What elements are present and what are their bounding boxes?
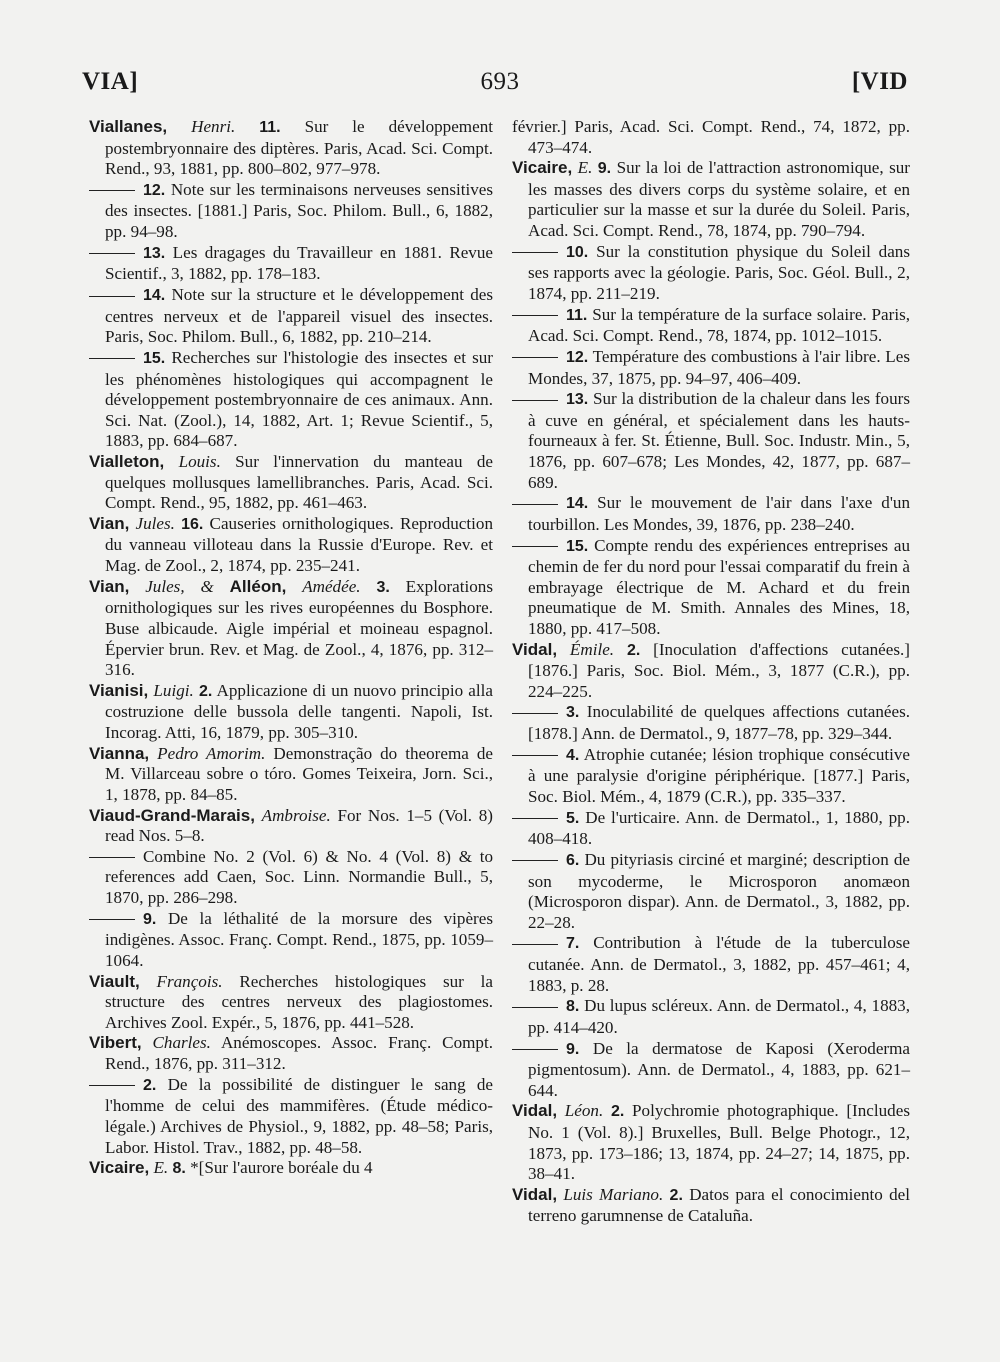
ditto-rule (512, 1007, 558, 1008)
entry-number: 10. (566, 243, 589, 261)
running-head-left: VIA] (82, 68, 139, 95)
entry-text: Sur la distribution de la chaleur dans les fours à cuve en général, et spécialement dans les hauts-fourneaux à fer. St. Étienne, Bull. Soc. Industr. Min., 5, 1876, pp. 607–678; Les Mondes, 42, 1877, pp. 687–689. (528, 389, 910, 492)
entry-text: Sur la constitution physique du Soleil dans ses rapports avec la géologie. Paris, Soc. Géol. Bull., 2, 1874, pp. 211–219. (528, 241, 910, 303)
entry-text: Applicazione di un nuovo principio alla costruzione delle bussola delle tangenti. Napoli, Ist. Incorag. Atti, 16, 1879, pp. 305–310. (105, 680, 493, 742)
entry-text: Les dragages du Travailleur en 1881. Revue Scientif., 3, 1882, pp. 178–183. (105, 242, 493, 284)
entry-text: Compte rendu des expériences entreprises au chemin de fer du nord pour l'essai comparatif du frein à embrayage électrique de M. Achard et du frein pneumatique de M. Smith. Annales des Mines, 18, 1880, pp. 417–508. (528, 535, 910, 638)
bibliography-entry (512, 1039, 910, 1102)
bibliography-entry (89, 972, 493, 1034)
ditto-rule (512, 818, 558, 819)
bibliography-entry (89, 117, 493, 180)
ditto-rule (89, 1085, 135, 1086)
author-forename: Émile. (569, 639, 615, 659)
author-surname: Vianisi, (89, 680, 149, 700)
entry-number: 14. (566, 495, 589, 513)
bibliography-entry (512, 158, 910, 241)
author-surname: Vicaire, (512, 158, 573, 178)
entry-text: Polychromie photographique. [Includes No. 1 (Vol. 8).] Bruxelles, Bull. Belge Photogr., 12, 1873, pp. 173–186; 13, 1874, pp. 24–27; 14, 1875, pp. 38–41. (528, 1101, 910, 1184)
entry-number: 5. (566, 809, 580, 827)
ditto-rule (512, 315, 558, 316)
ditto-rule (512, 944, 558, 945)
entry-number: 12. (566, 348, 589, 366)
entry-text: Du pityriasis circiné et marginé; description de son mycoderme, le Microsporon anomæon (Microsporon dispar). Ann. de Dermatol., 3, 1882, pp. 22–28. (528, 849, 910, 932)
author-surname: Vianna, (89, 743, 150, 763)
bibliography-entry (512, 996, 910, 1038)
entry-text: Inoculabilité de quelques affections cutanées. [1878.] Ann. de Dermatol., 9, 1877–78, pp. 329–344. (528, 702, 910, 744)
bibliography-entry (89, 744, 493, 806)
bibliography-entry (512, 305, 910, 347)
author-forename: Pedro Amorim. (157, 743, 266, 763)
bibliography-entry (512, 389, 910, 493)
entry-number: 3. (376, 578, 390, 596)
ditto-rule (512, 860, 558, 861)
author-surname: Vialleton, (89, 451, 165, 471)
author-forename: Charles. (152, 1033, 211, 1053)
entry-text: Note sur les terminaisons nerveuses sensitives des insectes. [1881.] Paris, Soc. Philom. Bull., 6, 1882, pp. 94–98. (105, 179, 493, 242)
entry-text: Combine No. 2 (Vol. 6) & No. 4 (Vol. 8) & to references add Caen, Soc. Linn. Normandie Bull., 5, 1870, pp. 286–298. (105, 846, 493, 907)
entry-number: 11. (259, 119, 281, 136)
entry-text: Recherches histologiques sur la structure des centres nerveux des plagiostomes. Archives Zool. Expér., 5, 1876, pp. 441–528. (105, 971, 493, 1032)
entry-text: Du lupus scléreux. Ann. de Dermatol., 4, 1883, pp. 414–420. (528, 996, 910, 1037)
bibliography-entry (89, 348, 493, 452)
bibliography-entry (512, 117, 910, 158)
author-forename: Luis Mariano. (563, 1184, 664, 1204)
author-surname: Viault, (89, 971, 140, 991)
entry-text: Datos para el conocimiento del terreno garumnense de Cataluña. (528, 1184, 910, 1226)
entry-text: De la léthalité de la morsure des vipères indigènes. Assoc. Franç. Compt. Rend., 1875, pp. 1059–1064. (105, 908, 493, 970)
entry-number: 9. (566, 1040, 580, 1058)
ditto-rule (512, 504, 558, 505)
ditto-rule (512, 357, 558, 358)
entry-number: 2. (626, 641, 641, 659)
ditto-rule (89, 296, 135, 297)
entry-text: De la dermatose de Kaposi (Xeroderma pigmentosum). Ann. de Dermatol., 4, 1883, pp. 621–644. (528, 1038, 910, 1100)
entry-text: Sur l'innervation du manteau de quelques mollusques lamellibranches. Paris, Acad. Sci. Compt. Rend., 95, 1882, pp. 461–463. (105, 451, 493, 513)
author-surname: Vidal, (512, 1184, 558, 1204)
entry-text: [Inoculation d'affections cutanées.] [1876.] Paris, Soc. Biol. Mém., 3, 1877 (C.R.), pp. 224–225. (528, 639, 910, 701)
entry-number: 15. (566, 537, 589, 555)
entry-number: 6. (566, 851, 580, 869)
coauthor-forename: Amédée. (302, 576, 361, 596)
ditto-rule (89, 857, 135, 858)
bibliography-entry (512, 347, 910, 389)
bibliography-entry (512, 933, 910, 996)
bibliography-entry (512, 745, 910, 808)
page-number: 693 (480, 68, 520, 95)
entry-number: 9. (597, 160, 612, 178)
author-forename: Jules. (135, 513, 175, 533)
ditto-rule (89, 358, 135, 359)
entry-text: Explorations ornithologiques sur les rives européennes du Bosphore. Buse albicaude. Aigle impérial et moineau espagnol. Épervier brun. Rev. et Mag. de Zool., 4, 1876, pp. 312–316. (105, 576, 494, 680)
bibliography-entry (89, 180, 493, 243)
author-surname: Vian, (89, 513, 130, 533)
ditto-rule (89, 253, 135, 254)
entry-number: 4. (566, 746, 580, 764)
bibliography-entry (89, 1075, 493, 1158)
entry-number: 15. (143, 349, 166, 367)
author-forename: E. (153, 1158, 169, 1178)
bibliography-entry (89, 577, 493, 681)
author-forename: Ambroise. (261, 805, 331, 825)
entry-number: 8. (172, 1160, 186, 1178)
entry-text: For Nos. 1–5 (Vol. 8) read Nos. 5–8. (105, 805, 493, 846)
ditto-rule (89, 919, 135, 920)
entry-number: 13. (566, 391, 589, 409)
bibliography-entry (89, 909, 493, 972)
author-forename: Henri. (191, 117, 236, 136)
ditto-rule (512, 252, 558, 253)
ditto-rule (512, 755, 558, 756)
entry-text: Atrophie cutanée; lésion trophique consécutive à une paralysie d'origine périphérique. [1877.] Paris, Soc. Biol. Mém., 4, 1879 (C.R.), pp. 335–337. (528, 744, 910, 806)
entry-number: 11. (566, 306, 588, 324)
author-surname: Vibert, (89, 1033, 142, 1053)
entry-text: Anémoscopes. Assoc. Franç. Compt. Rend., 1876, pp. 311–312. (105, 1033, 493, 1074)
entry-number: 3. (566, 704, 580, 722)
bibliography-entry (512, 1185, 910, 1227)
author-surname: Vidal, (512, 639, 558, 659)
bibliography-entry (512, 850, 910, 933)
entry-text: Contribution à l'étude de la tuberculose cutanée. Ann. de Dermatol., 3, 1882, pp. 457–461; 4, 1883, p. 28. (528, 933, 910, 995)
author-surname: Vian, (89, 576, 130, 596)
bibliography-entry (89, 1033, 493, 1074)
author-surname: Viaud-Grand-Marais, (89, 805, 255, 825)
entry-number: 2. (198, 682, 213, 700)
bibliography-entry (512, 536, 910, 640)
entry-number: 16. (181, 515, 204, 533)
entry-text: Causeries ornithologiques. Reproduction du vanneau villoteau dans la Russie d'Europe. Rev. et Mag. de Zool., 2, 1874, pp. 235–241. (105, 513, 493, 576)
entry-number: 12. (143, 181, 166, 199)
bibliography-entry (89, 514, 493, 577)
entry-text: De la possibilité de distinguer le sang de l'homme de celui des mammifères. (Étude médico-légale.) Archives de Physiol., 9, 1882, pp. 48–58; Paris, Labor. Histol. Trav., 1882, pp. 48–58. (105, 1074, 493, 1157)
author-surname: Vidal, (512, 1101, 558, 1121)
entry-text: Sur la température de la surface solaire. Paris, Acad. Sci. Compt. Rend., 78, 1874, pp. 1012–1015. (528, 304, 910, 346)
running-head-right: [VID (851, 68, 908, 95)
bibliography-entry (89, 285, 493, 348)
entry-number: 7. (566, 935, 580, 953)
ditto-rule (512, 1049, 558, 1050)
entry-text: Sur le développement postembryonnaire des diptères. Paris, Acad. Sci. Compt. Rend., 93, 1881, pp. 800–802, 977–978. (105, 117, 493, 179)
bibliography-entry (89, 806, 493, 847)
bibliography-entry (512, 242, 910, 305)
ditto-rule (512, 400, 558, 401)
bibliography-entry (89, 1158, 493, 1180)
entry-number: 2. (669, 1186, 683, 1204)
entry-text: *[Sur l'aurore boréale du 4 (190, 1158, 373, 1178)
entry-text: Sur le mouvement de l'air dans l'axe d'un tourbillon. Les Mondes, 39, 1876, pp. 238–240. (528, 493, 910, 534)
ditto-rule (89, 190, 135, 191)
entry-text: Température des combustions à l'air libre. Les Mondes, 37, 1875, pp. 94–97, 406–409. (528, 346, 910, 388)
author-surname: Vicaire, (89, 1158, 150, 1178)
entry-text: Recherches sur l'histologie des insectes et sur les phénomènes histologiques qui accompagnent le développement postembryonnaire de ces animaux. Ann. Sci. Nat. (Zool.), 14, 1882, Art. 1; Revue Scientif., 5, 1883, pp. 684–687. (105, 347, 493, 451)
entry-number: 14. (143, 287, 166, 305)
entry-text: février.] Paris, Acad. Sci. Compt. Rend., 74, 1872, pp. 473–474. (512, 117, 910, 157)
left-column (89, 117, 493, 1180)
bibliography-entry (512, 808, 910, 850)
bibliography-entry (512, 1101, 910, 1184)
bibliography-entry (89, 452, 493, 514)
author-forename: Léon. (564, 1101, 604, 1121)
entry-text: Demonstração do theorema de M. Villarceau sobre o tóro. Gomes Teixeira, Jorn. Sci., 1, 1878, pp. 84–85. (105, 743, 493, 804)
author-forename: Luigi. (153, 680, 194, 700)
entry-text: Sur la loi de l'attraction astronomique, sur les masses des divers corps du système solaire, et en particulier sur la masse et sur la durée du Soleil. Paris, Acad. Sci. Compt. Rend., 78, 1874, pp. 790–794. (528, 158, 910, 241)
bibliography-entry (512, 493, 910, 535)
entry-number: 8. (566, 998, 580, 1016)
coauthor-surname: Alléon, (229, 576, 287, 596)
bibliography-entry (89, 243, 493, 285)
author-forename: Louis. (178, 451, 221, 471)
bibliography-entry (89, 681, 493, 744)
bibliography-entry (512, 702, 910, 744)
author-forename: Jules, & (145, 576, 214, 596)
ditto-rule (512, 546, 558, 547)
entry-number: 13. (143, 244, 166, 262)
bibliography-entry (89, 847, 493, 909)
bibliography-entry (512, 640, 910, 703)
author-forename: François. (156, 971, 223, 991)
entry-number: 9. (143, 910, 157, 928)
ditto-rule (512, 713, 558, 714)
entry-number: 2. (610, 1103, 625, 1121)
right-column (512, 117, 910, 1227)
author-forename: E. (577, 158, 593, 178)
entry-text: Note sur la structure et le développement des centres nerveux et de l'appareil visuel des insectes. Paris, Soc. Philom. Bull., 6, 1882, pp. 210–214. (105, 285, 493, 347)
entry-number: 2. (143, 1076, 157, 1094)
entry-text: De l'urticaire. Ann. de Dermatol., 1, 1880, pp. 408–418. (528, 807, 910, 849)
author-surname: Viallanes, (89, 117, 168, 136)
